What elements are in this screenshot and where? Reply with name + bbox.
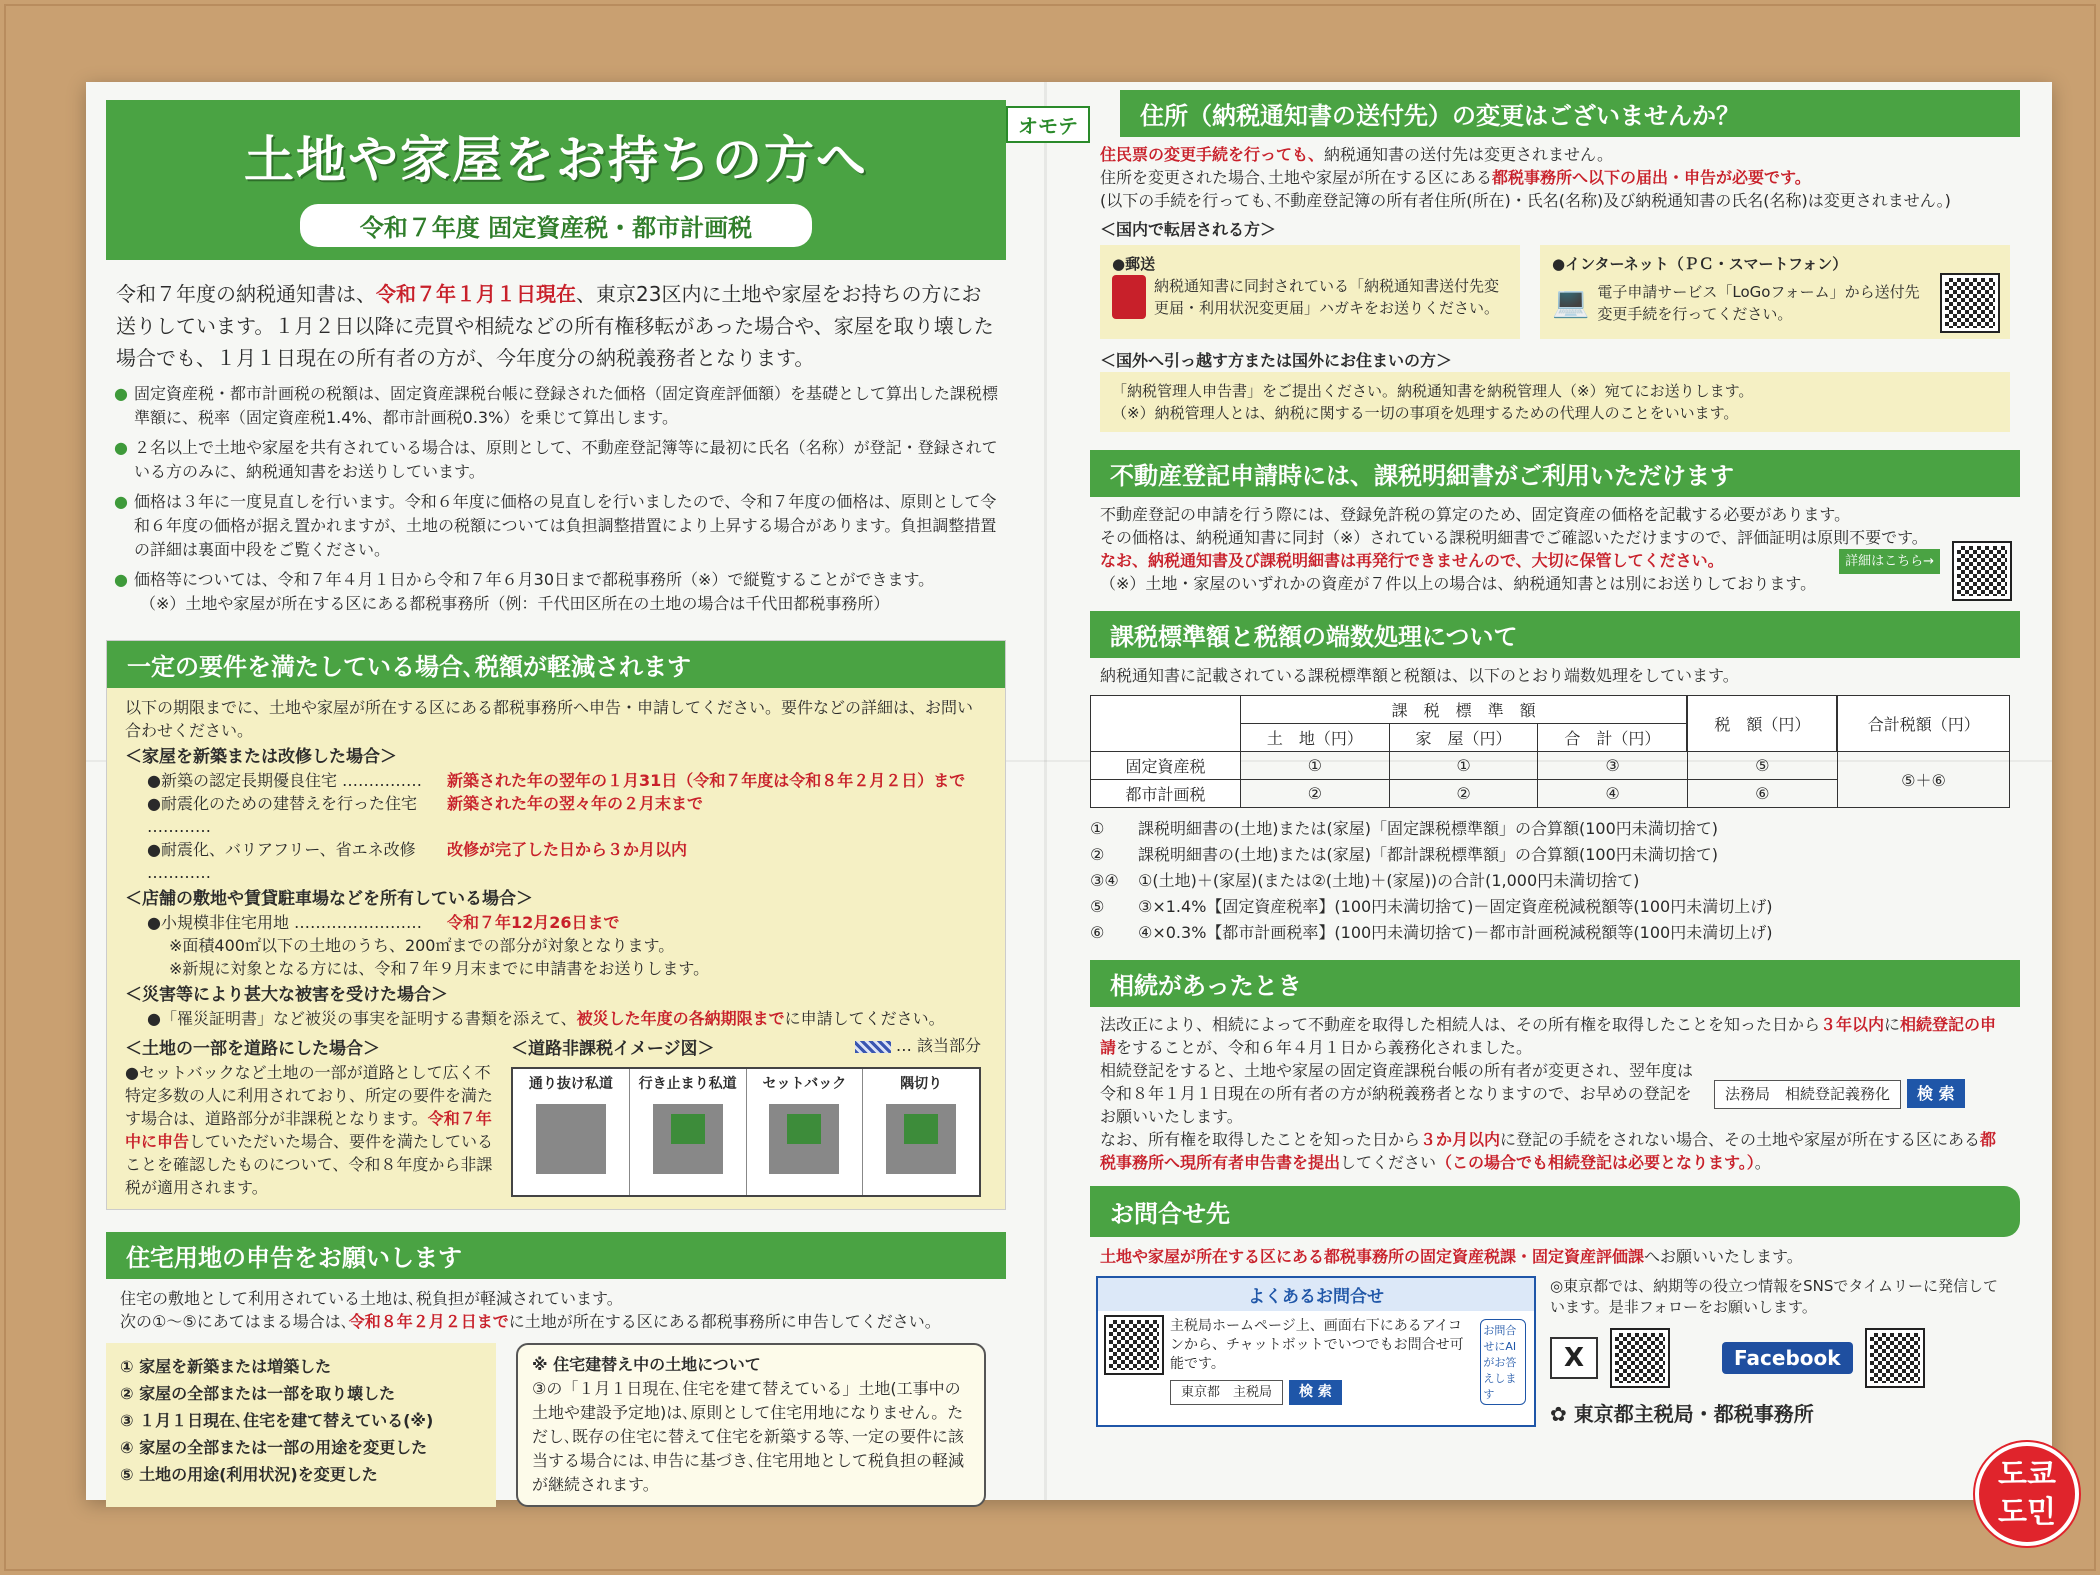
building-icon bbox=[653, 1104, 723, 1174]
legend-label: … 該当部分 bbox=[895, 1036, 981, 1055]
list-item: ⑥ ④×0.3%【都市計画税率】(100円未満切捨て)－都市計画税減税額等(100円未満切上げ) bbox=[1090, 923, 1773, 942]
inheritance-p1: 法改正により、相続によって不動産を取得した相続人は、その所有権を取得したことを知った日から３年以内に相続登記の申請をすることが、令和６年４月１日から義務化されました。 bbox=[1100, 1015, 1997, 1057]
list-item: ⑤ ③×1.4%【固定資産税率】(100円未満切捨て)－固定資産税減税額等(100円未満切上げ) bbox=[1090, 897, 1773, 916]
intro-bullet: ● 価格等については、令和７年４月１日から令和７年６月30日まで都税事務所（※）で縦覧することができます。 bbox=[106, 568, 1006, 592]
list-item: ●「罹災証明書」など被災の事実を証明する書類を添えて、被災した年度の各納期限までに申請してください。 bbox=[147, 1009, 945, 1028]
internet-option: ●インターネット（ＰＣ・スマートフォン） 💻 電子申請サービス「LoGoフォーム」から送付先変更手続を行ってください。 bbox=[1540, 245, 2010, 339]
list-item: ④ 家屋の全部または一部の用途を変更した bbox=[120, 1438, 428, 1457]
contact-lead: 土地や家屋が所在する区にある都税事務所の固定資産税課・固定資産評価課へお願いいたします。 bbox=[1100, 1247, 1803, 1266]
mail-option: ●郵送 納税通知書に同封されている「納税通知書送付先変更届・利用状況変更届」ハガキをお送りください。 bbox=[1100, 245, 1520, 339]
page-title: 土地や家屋をお持ちの方へ bbox=[244, 131, 868, 189]
registration-warning: なお、納税通知書及び課税明細書は再発行できませんので、大切に保管してください。 bbox=[1100, 551, 1724, 570]
inheritance-title: 相続があったとき bbox=[1090, 960, 2020, 1007]
facebook-qr-code[interactable] bbox=[1867, 1330, 1923, 1386]
diagram-cell: 行き止まり私道 bbox=[630, 1069, 747, 1195]
list-item: ③ １月１日現在､住宅を建て替えている(※) bbox=[120, 1411, 434, 1430]
logo-form-qr-code[interactable] bbox=[1942, 275, 1998, 331]
reduction-heading: ＜土地の一部を道路にした場合＞ bbox=[125, 1039, 380, 1059]
right-column bbox=[1090, 90, 2020, 1427]
inheritance-p3: なお、所有権を取得したことを知った日から３か月以内に登記の手続をされない場合、その土地や家屋が所在する区にある都税事務所へ現所有者申告書を提出してください（この場合でも相続登記は必要となります。）。 bbox=[1100, 1130, 1997, 1172]
abroad-heading: ＜国外へ引っ越す方または国外にお住まいの方＞ bbox=[1100, 351, 1453, 370]
facebook-logo[interactable]: Facebook bbox=[1722, 1342, 1853, 1374]
table-row: 都市計画税 ② ② ④ ⑥ bbox=[1091, 780, 2010, 808]
intro-bullet: ● ２名以上で土地や家屋を共有されている場合は、原則として、不動産登記簿等に最初に氏名（名称）が登記・登録されている方のみに、納税通知書をお送りしています。 bbox=[106, 436, 1006, 484]
address-title: 住所（納税通知書の送付先）の変更はございませんか？ bbox=[1120, 90, 2020, 137]
table-header: 合計税額（円） bbox=[1837, 696, 2009, 752]
registration-line: その価格は、納税通知書に同封（※）されている課税明細書でご確認いただけますので、評価証明は原則不要です。 bbox=[1100, 528, 1928, 547]
reduction-section bbox=[106, 640, 1006, 1210]
rounding-notes bbox=[1090, 816, 2020, 946]
registration-note: （※）土地・家屋のいずれかの資産が７件以上の場合は、納税通知書とは別にお送りしております。 bbox=[1100, 574, 1817, 593]
list-item: ② 課税明細書の(土地)または(家屋)「都計課税標準額」の合算額(100円未満切捨て) bbox=[1090, 845, 1718, 864]
ai-bubble: お問合せにAIがお答えします bbox=[1480, 1319, 1526, 1405]
reduction-heading: ＜災害等により甚大な被害を受けた場合＞ bbox=[125, 985, 448, 1005]
intro-red: 令和７年１月１日現在 bbox=[376, 282, 576, 306]
residential-lead: 住宅の敷地として利用されている土地は､税負担が軽減されています。 bbox=[120, 1289, 623, 1308]
detail-qr-code[interactable] bbox=[1954, 543, 2010, 599]
reduction-heading: ＜店舗の敷地や賃貸駐車場などを所有している場合＞ bbox=[125, 889, 533, 909]
list-item: ⑤ 土地の用途(利用状況)を変更した bbox=[120, 1465, 378, 1484]
list-item: ① 課税明細書の(土地)または(家屋)「固定課税標準額」の合算額(100円未満切捨て) bbox=[1090, 819, 1718, 838]
table-header: 土 地（円） bbox=[1241, 724, 1390, 752]
reduction-title: 一定の要件を満たしている場合､税額が軽減されます bbox=[107, 641, 1005, 688]
house-icon bbox=[886, 1104, 956, 1174]
table-row: 固定資産税 ① ① ③ ⑤ ⑤＋⑥ bbox=[1091, 752, 2010, 780]
list-note: ※面積400㎡以下の土地のうち、200㎡までの部分が対象となります。 bbox=[169, 936, 675, 955]
residential-section bbox=[106, 1232, 1006, 1507]
x-logo[interactable]: X bbox=[1550, 1337, 1598, 1379]
road-explanation: ●セットバックなど土地の一部が道路として広く不特定多数の人に利用されており、所定の要件を満たす場合は、道路部分が非課税となります。令和７年中に申告していただいた場合、要件を満たしていることを確認したものについて、令和８年度から非課税が適用されます。 bbox=[125, 1063, 494, 1197]
inheritance-p2: 相続登記をすると、土地や家屋の固定資産課税台帳の所有者が変更され、翌年度は令和８年１月１日現在の所有者の方が納税義務者となりますので、お早めの登記をお願いいたします。 bbox=[1100, 1061, 1693, 1126]
address-line: 住民票の変更手続を行っても、納税通知書の送付先は変更されません。 bbox=[1100, 145, 1613, 164]
contact-title: お問合せ先 bbox=[1090, 1186, 2020, 1237]
intro-note: （※）土地や家屋が所在する区にある都税事務所（例：千代田区所在の土地の場合は千代田都税事務所） bbox=[140, 594, 890, 613]
diagram-cell: セットバック bbox=[747, 1069, 864, 1195]
faq-qr-code[interactable] bbox=[1106, 1317, 1162, 1373]
x-qr-code[interactable] bbox=[1612, 1330, 1668, 1386]
house-icon bbox=[769, 1104, 839, 1174]
address-line: 住所を変更された場合､土地や家屋が所在する区にある都税事務所へ以下の届出・申告が必要です。 bbox=[1100, 168, 1811, 187]
rounding-table bbox=[1090, 695, 2010, 808]
sns-text: ◎東京都では、納期等の役立つ情報をSNSでタイムリーに発信しています。是非フォローをお願いします。 bbox=[1550, 1277, 1999, 1316]
faq-box bbox=[1096, 1276, 1536, 1427]
list-item: ① 家屋を新築または増築した bbox=[120, 1357, 332, 1376]
faq-search-button[interactable]: 検 索 bbox=[1289, 1380, 1342, 1405]
table-header: 家 屋（円） bbox=[1389, 724, 1538, 752]
list-item: ●耐震化、バリアフリー、省エネ改修 ………… 改修が完了した日から３か月以内 bbox=[147, 840, 688, 882]
rounding-title: 課税標準額と税額の端数処理について bbox=[1090, 611, 2020, 658]
registration-line: 不動産登記の申請を行う際には、登録免許税の算定のため、固定資産の価格を記載する必要があります。 bbox=[1100, 505, 1851, 524]
road-diagram bbox=[511, 1067, 981, 1197]
list-item: ② 家屋の全部または一部を取り壊した bbox=[120, 1384, 396, 1403]
intro-bullet: ● 価格は３年に一度見直しを行います。令和６年度に価格の見直しを行いましたので、令和７年度の価格は、原則として令和６年度の価格が据え置かれますが、土地の税額については負担調整措置により上昇する場合があります。負担調整措置の詳細は裏面中段をご覧ください。 bbox=[106, 490, 1006, 562]
rebuild-note-box bbox=[516, 1343, 986, 1507]
title-banner bbox=[106, 100, 1006, 260]
table-header: 合 計（円） bbox=[1538, 724, 1687, 752]
intro-paragraph bbox=[106, 278, 1006, 374]
postbox-icon bbox=[1112, 275, 1146, 319]
list-item: ③④ ①(土地)＋(家屋)(または②(土地)＋(家屋))の合計(1,000円未満切捨て) bbox=[1090, 871, 1640, 890]
reduction-heading: ＜家屋を新築または改修した場合＞ bbox=[125, 747, 397, 767]
laptop-icon: 💻 bbox=[1552, 285, 1590, 320]
registration-title: 不動産登記申請時には、課税明細書がご利用いただけます bbox=[1090, 450, 2020, 497]
omote-label: オモテ bbox=[1006, 106, 1090, 143]
list-item: ●小規模非住宅用地 …………………… 令和７年12月26日まで bbox=[147, 913, 620, 932]
diagram-cell: 隅切り bbox=[863, 1069, 979, 1195]
diagram-cell: 通り抜け私道 bbox=[513, 1069, 630, 1195]
intro-text-2: 、東京23区内に土地や家屋をお持ちの方にお送りしています。１月２日以降に売買や相続などの所有権移転があった場合や、家屋を取り壊した場合でも、１月１日現在の所有者の方が、今年度分の納税義務者となります。 bbox=[116, 282, 994, 370]
page-subtitle: 令和７年度 固定資産税・都市計画税 bbox=[300, 204, 812, 247]
search-button[interactable]: 検 索 bbox=[1907, 1079, 1965, 1108]
list-note: ※新規に対象となる方には、令和７年９月末までに申請書をお送りします。 bbox=[169, 959, 710, 978]
fold-line-vertical bbox=[1044, 82, 1047, 1500]
note-body: ③の「１月１日現在､住宅を建て替えている」土地(工事中の土地や建設予定地)は､原則として住宅用地になりません。ただし､既存の住宅に替えて住宅を新築する等､一定の要件に該当する場合には､申告に基づき､住宅用地として税負担の軽減が継続されます。 bbox=[532, 1379, 965, 1494]
intro-text: 令和７年度の納税通知書は、 bbox=[116, 282, 376, 306]
intro-bullet: ● 固定資産税・都市計画税の税額は、固定資産課税台帳に登録された価格（固定資産評価額）を基礎として算出した課税標準額に、税率（固定資産税1.4%、都市計画税0.3%）を乗じて算出します。 bbox=[106, 382, 1006, 430]
abroad-box: 「納税管理人申告書」をご提出ください。納税通知書を納税管理人（※）宛てにお送りします。 （※）納税管理人とは、納税に関する一切の事項を処理するための代理人のことをいいます。 bbox=[1100, 372, 2010, 432]
table-header: 税 額（円） bbox=[1687, 696, 1837, 752]
residential-lead-2: 次の①～⑤にあてはまる場合は､令和８年２月２日までに土地が所在する区にある都税事務所に申告してください。 bbox=[120, 1312, 941, 1331]
list-item: ●新築の認定長期優良住宅 …………… 新築された年の翌年の１月31日（令和７年度は令和８年２月２日）まで bbox=[147, 771, 966, 790]
residential-list bbox=[106, 1343, 496, 1507]
diagram-title: ＜道路非課税イメージ図＞ bbox=[511, 1039, 715, 1059]
table-header: 課 税 標 準 額 bbox=[1241, 696, 1688, 724]
address-line: (以下の手続を行っても､不動産登記簿の所有者住所(所在)・氏名(名称)及び納税通知書の氏名(名称)は変更されません。) bbox=[1100, 191, 1951, 210]
faq-title: よくあるお問合せ bbox=[1098, 1278, 1534, 1311]
watermark-badge: 도쿄 도민 bbox=[1975, 1442, 2079, 1546]
domestic-heading: ＜国内で転居される方＞ bbox=[1100, 220, 1277, 239]
road-icon bbox=[536, 1104, 606, 1174]
note-title: ※ 住宅建替え中の土地について bbox=[532, 1355, 761, 1374]
hatch-legend-icon bbox=[855, 1041, 891, 1053]
reduction-lead: 以下の期限までに、土地や家屋が所在する区にある都税事務所へ申告・申請してください。要件などの詳細は、お問い合わせください。 bbox=[125, 698, 974, 740]
faq-search-input[interactable]: 東京都 主税局 bbox=[1170, 1380, 1283, 1405]
detail-link[interactable]: 詳細はこちら→ bbox=[1839, 549, 1940, 574]
faq-body: 主税局ホームページ上、画面右下にあるアイコンから、チャットボットでいつでもお問合せ可能です。 bbox=[1170, 1318, 1464, 1372]
residential-title: 住宅用地の申告をお願いします bbox=[106, 1232, 1006, 1279]
search-input[interactable]: 法務局 相続登記義務化 bbox=[1714, 1080, 1901, 1109]
table-corner bbox=[1091, 696, 1241, 752]
left-column bbox=[106, 100, 1006, 1507]
rounding-lead: 納税通知書に記載されている課税標準額と税額は、以下のとおり端数処理をしています。 bbox=[1100, 666, 1739, 685]
footer-org: ✿ 東京都主税局・都税事務所 bbox=[1550, 1402, 1814, 1426]
list-item: ●耐震化のための建替えを行った住宅 ………… 新築された年の翌々年の２月末まで bbox=[147, 794, 704, 836]
